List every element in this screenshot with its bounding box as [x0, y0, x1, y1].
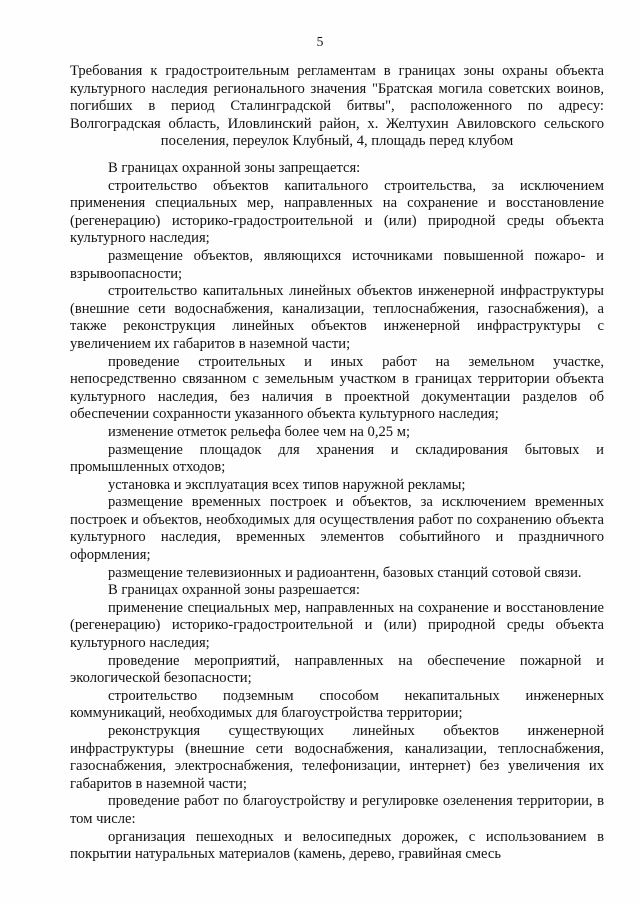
paragraph: размещение временных построек и объектов, за исключением временных построек и объектов, необходимых для осуществления работ по сохранению объекта культурного наследия, временных элементов событийного и праздничного оформления; [70, 494, 604, 564]
paragraph: организация пешеходных и велосипедных дорожек, с использованием в покрытии натуральных материалов (камень, дерево, гравийная смесь [70, 828, 604, 863]
document-heading: Требования к градостроительным регламентам в границах зоны охраны объекта культурного наследия регионального значения "Братская могила советских воинов, погибших в период Сталинградской битвы", расположенного по адресу: Волгоградская область, Иловлинский район, х. Желтухин Авиловского сельского поселения, переулок Клубный, 4, площадь перед клубом [70, 63, 604, 150]
paragraph: В границах охранной зоны запрещается: [108, 160, 361, 176]
paragraph: строительство капитальных линейных объектов инженерной инфраструктуры (внешние сети водоснабжения, канализации, теплоснабжения, газоснабжения), а также реконструкция линейных объектов инженерной инфраструктуры с увеличением их габаритов в наземной части; [70, 283, 604, 352]
paragraph: изменение отметок рельефа более чем на 0,25 м; [108, 423, 411, 440]
paragraph: строительство подземным способом некапитальных инженерных коммуникаций, необходимых для благоустройства территории; [70, 687, 604, 722]
paragraph: реконструкция существующих линейных объектов инженерной инфраструктуры (внешние сети водоснабжения, канализации, теплоснабжения, газоснабжения, электроснабжения, телефонизации, интернет) без увеличения их габаритов в наземной части; [70, 723, 604, 792]
paragraph: размещение объектов, являющихся источниками повышенной пожаро- и взрывоопасности; [70, 247, 604, 282]
paragraph: применение специальных мер, направленных на сохранение и восстановление (регенерацию) историко-градостроительной и (или) природной среды объекта культурного наследия; [70, 599, 604, 652]
paragraph: установка и эксплуатация всех типов наружной рекламы; [108, 476, 466, 493]
paragraph: размещение телевизионных и радиоантенн, базовых станций сотовой связи. [108, 564, 582, 581]
document-body [70, 160, 604, 864]
page-number: 5 [316, 34, 324, 49]
paragraph: строительство объектов капитального строительства, за исключением применения специальных мер, направленных на сохранение и восстановление (регенерацию) историко-градостроительной и (или) природной среды объекта культурного наследия; [70, 177, 604, 247]
paragraph: В границах охранной зоны разрешается: [108, 582, 360, 599]
paragraph: размещение площадок для хранения и складирования бытовых и промышленных отходов; [70, 441, 604, 476]
paragraph: проведение мероприятий, направленных на обеспечение пожарной и экологической безопасности; [70, 652, 604, 687]
paragraph: проведение строительных и иных работ на земельном участке, непосредственно связанном с земельным участком в границах территории объекта культурного наследия, без наличия в проектной документации разделов об обеспечении сохранности указанного объекта культурного наследия; [70, 353, 604, 423]
paragraph: проведение работ по благоустройству и регулировке озеленения территории, в том числе: [70, 793, 604, 827]
